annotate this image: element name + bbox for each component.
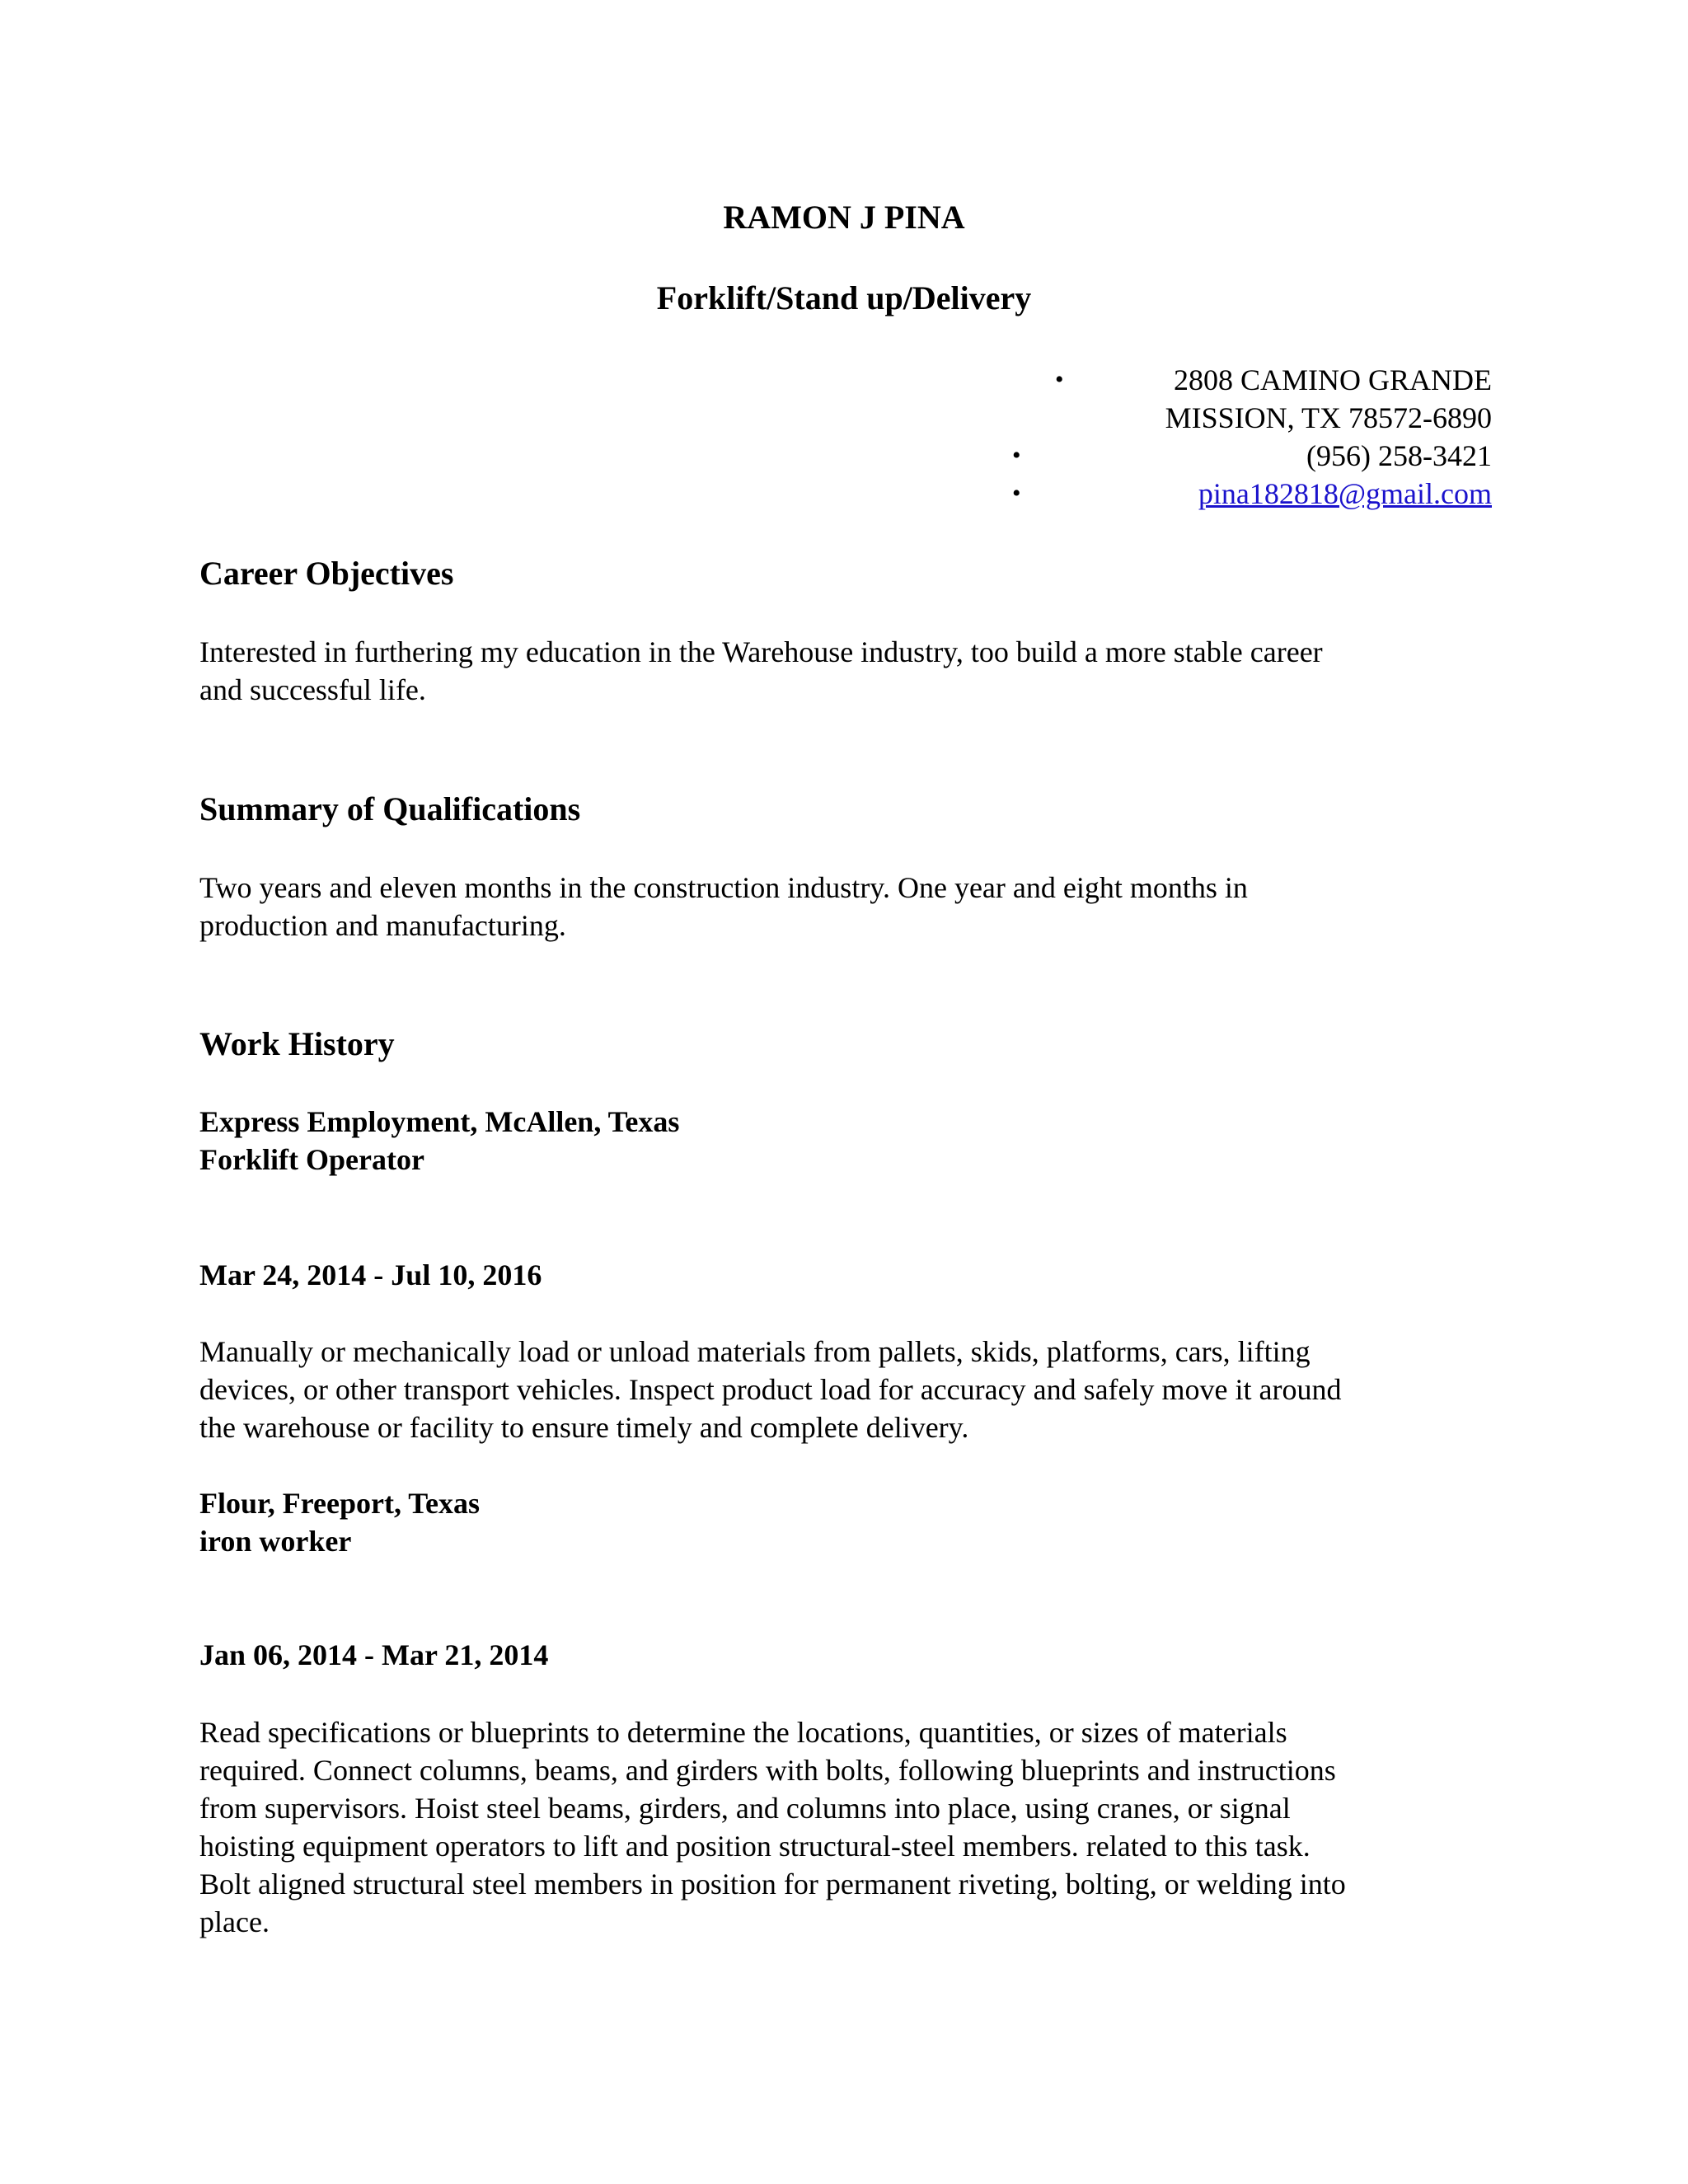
contact-address: [997, 361, 1492, 399]
career-objectives-text: Interested in furthering my education in the Warehouse industry, too build a more stable career and successful life.: [199, 635, 1323, 706]
job-position: iron worker: [199, 1525, 352, 1558]
job-dates: Mar 24, 2014 - Jul 10, 2016: [199, 1258, 542, 1291]
email-link[interactable]: pina182818@gmail.com: [1198, 477, 1492, 510]
contact-phone: [997, 437, 1492, 475]
job-description: Read specifications or blueprints to determine the locations, quantities, or sizes of materials required. Connect columns, beams, and girders with bolts, following blueprints and instructions from supervisors. Hoist steel beams, girders, and columns into place, using cranes, or signal hoisting equipment operators to lift and position structural-steel members. related to this task. Bolt aligned structural steel members in position for permanent riveting, bolting, or welding into place.: [199, 1716, 1346, 1938]
contact-email: [997, 475, 1492, 513]
job-headline: Forklift/Stand up/Delivery: [656, 279, 1032, 316]
summary-heading: Summary of Qualifications: [199, 790, 581, 827]
career-objectives-heading: Career Objectives: [199, 555, 454, 592]
contact-address-line2: [997, 399, 1492, 437]
summary-text: Two years and eleven months in the construction industry. One year and eight months in production and manufacturing.: [199, 871, 1248, 942]
address-line1: 2808 CAMINO GRANDE: [1174, 363, 1492, 396]
applicant-name: RAMON J PINA: [723, 199, 965, 236]
job-position: Forklift Operator: [199, 1143, 424, 1176]
bullet-icon: •: [1012, 480, 1021, 507]
bullet-icon: •: [1055, 366, 1064, 393]
job-description: Manually or mechanically load or unload materials from pallets, skids, platforms, cars, lifting devices, or other transport vehicles. Inspect product load for accuracy and safely move it around the warehouse or facility to ensure timely and complete delivery.: [199, 1335, 1342, 1444]
job-dates: Jan 06, 2014 - Mar 21, 2014: [199, 1638, 549, 1671]
bullet-icon: •: [1012, 442, 1021, 469]
phone-number: (956) 258-3421: [1306, 439, 1492, 472]
work-history-heading: Work History: [199, 1025, 395, 1062]
contact-block: [997, 361, 1492, 513]
address-line2: MISSION, TX 78572-6890: [1165, 401, 1492, 434]
job-employer: Flour, Freeport, Texas: [199, 1487, 480, 1520]
job-employer: Express Employment, McAllen, Texas: [199, 1105, 680, 1138]
